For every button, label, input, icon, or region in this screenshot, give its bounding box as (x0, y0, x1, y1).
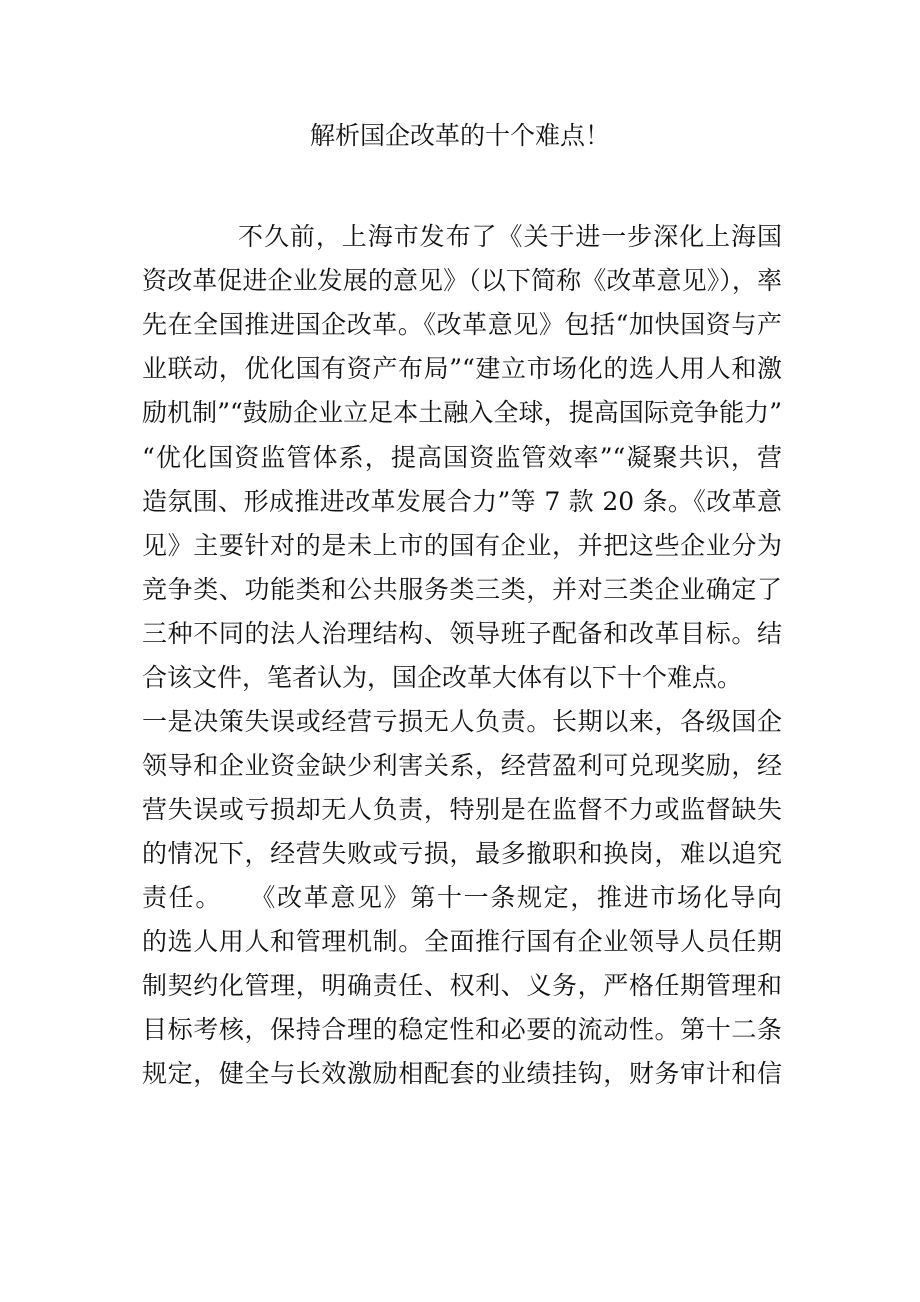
text-line: 励机制”“鼓励企业立足本土融入全球，提高国际竞争能力” (142, 398, 782, 427)
document-title: 解析国企改革的十个难点！ (309, 121, 610, 150)
text-line: 不久前，上海市发布了《关于进一步深化上海国 (238, 222, 782, 251)
text-line: 营失误或亏损却无人负责，特别是在监督不力或监督缺失 (142, 795, 782, 824)
text-line: 合该文件，笔者认为，国企改革大体有以下十个难点。 (142, 663, 743, 692)
text-line: 一是决策失误或经营亏损无人负责。长期以来，各级国企 (142, 707, 782, 736)
text-line: 见》主要针对的是未上市的国有企业，并把这些企业分为 (142, 531, 782, 560)
text-line: 竞争类、功能类和公共服务类三类，并对三类企业确定了 (142, 575, 782, 604)
text-line: 造氛围、形成推进改革发展合力”等 7 款 20 条。《改革意 (142, 487, 782, 516)
text-line: “优化国资监管体系，提高国资监管效率”“凝聚共识，营 (142, 443, 782, 472)
text-line: 领导和企业资金缺少利害关系，经营盈利可兑现奖励，经 (142, 751, 782, 780)
text-line: 三种不同的法人治理结构、领导班子配备和改革目标。结 (142, 619, 782, 648)
text-line: 的选人用人和管理机制。全面推行国有企业领导人员任期 (142, 927, 782, 956)
text-line: 责任。 《改革意见》第十一条规定，推进市场化导向 (142, 883, 782, 912)
text-line: 规定，健全与长效激励相配套的业绩挂钩，财务审计和信 (142, 1059, 782, 1088)
text-line: 目标考核，保持合理的稳定性和必要的流动性。第十二条 (142, 1015, 782, 1044)
text-line: 业联动，优化国有资产布局”“建立市场化的选人用人和激 (142, 354, 782, 383)
text-line: 制契约化管理，明确责任、权利、义务，严格任期管理和 (142, 971, 782, 1000)
text-line: 先在全国推进国企改革。《改革意见》包括“加快国资与产 (142, 310, 782, 339)
text-line: 资改革促进企业发展的意见》（以下简称《改革意见》），率 (142, 266, 782, 295)
text-line: 的情况下，经营失败或亏损，最多撤职和换岗，难以追究 (142, 839, 782, 868)
